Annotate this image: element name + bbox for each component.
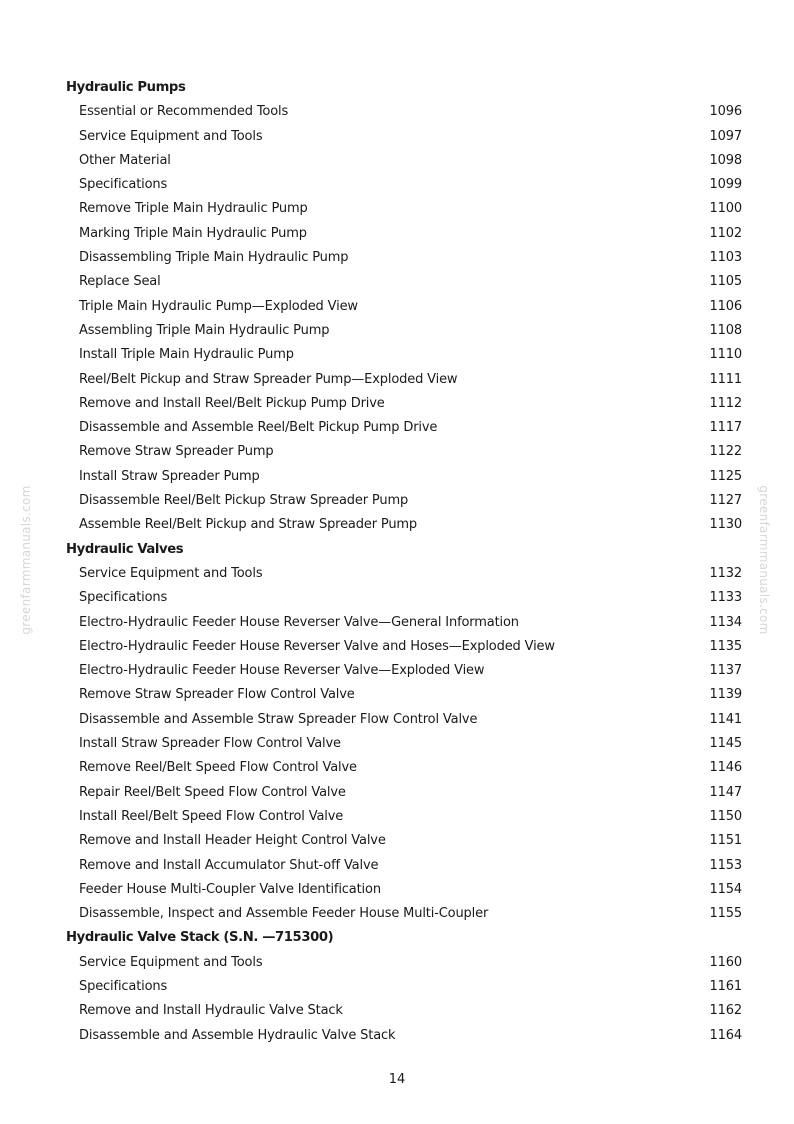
toc-entry-page: 1135 — [709, 638, 742, 654]
toc-entry[interactable] — [66, 440, 746, 464]
toc-entry-page: 1155 — [709, 906, 742, 922]
toc-entry-title: Service Equipment and Tools — [79, 128, 263, 144]
toc-entry-title: Install Triple Main Hydraulic Pump — [79, 347, 294, 363]
toc-entry-page: 1146 — [709, 760, 742, 776]
toc-entry-title: Remove and Install Reel/Belt Pickup Pump Drive — [79, 395, 385, 411]
toc-entry-page: 1108 — [709, 322, 742, 338]
toc-entry[interactable] — [66, 1024, 746, 1048]
toc-entry-page: 1111 — [709, 371, 742, 387]
toc-entry-title: Feeder House Multi-Coupler Valve Identification — [79, 881, 381, 897]
toc-entry-title: Disassemble and Assemble Hydraulic Valve Stack — [79, 1027, 396, 1043]
toc-entry[interactable] — [66, 197, 746, 221]
toc-entry-title: Electro-Hydraulic Feeder House Reverser Valve—General Information — [79, 614, 519, 630]
toc-entry-title: Remove Straw Spreader Pump — [79, 444, 274, 460]
toc-entry[interactable] — [66, 781, 746, 805]
toc-entry-page: 1150 — [709, 808, 742, 824]
toc-entry-title: Disassembling Triple Main Hydraulic Pump — [79, 250, 349, 266]
toc-entry[interactable] — [66, 295, 746, 319]
toc-entry[interactable] — [66, 708, 746, 732]
toc-entry[interactable] — [66, 392, 746, 416]
toc-entry-title: Remove and Install Accumulator Shut-off Valve — [79, 857, 379, 873]
toc-entry-title: Remove and Install Header Height Control Valve — [79, 833, 386, 849]
section-heading: Hydraulic Pumps — [66, 80, 186, 95]
toc-entry-page: 1141 — [709, 711, 742, 727]
toc-entry-page: 1153 — [709, 857, 742, 873]
toc-entry[interactable] — [66, 635, 746, 659]
toc-entry-page: 1133 — [709, 590, 742, 606]
page-number: 14 — [388, 1072, 406, 1087]
toc-entry[interactable] — [66, 611, 746, 635]
toc-entry-page: 1103 — [709, 250, 742, 266]
toc-entry-title: Specifications — [79, 978, 168, 994]
toc-section-hydraulic-valves — [66, 538, 746, 927]
watermark-right: greenfarmmanuals.com — [757, 485, 771, 635]
toc-entry-title: Install Straw Spreader Flow Control Valve — [79, 736, 341, 752]
table-of-contents — [66, 76, 746, 1048]
toc-entry-page: 1132 — [709, 565, 742, 581]
toc-entry[interactable] — [66, 975, 746, 999]
toc-entry[interactable] — [66, 586, 746, 610]
toc-entry-title: Disassemble and Assemble Reel/Belt Pickup Pump Drive — [79, 420, 438, 436]
toc-entry[interactable] — [66, 125, 746, 149]
toc-entry-page: 1097 — [709, 128, 742, 144]
toc-entry-page: 1125 — [709, 468, 742, 484]
toc-entry[interactable] — [66, 489, 746, 513]
toc-entry-title: Electro-Hydraulic Feeder House Reverser Valve—Exploded View — [79, 663, 485, 679]
toc-entry-title: Service Equipment and Tools — [79, 954, 263, 970]
toc-entry[interactable] — [66, 100, 746, 124]
toc-entry-title: Repair Reel/Belt Speed Flow Control Valve — [79, 784, 346, 800]
toc-entry-page: 1096 — [709, 104, 742, 120]
toc-entry-page: 1151 — [709, 833, 742, 849]
toc-entry-page: 1154 — [709, 881, 742, 897]
toc-entry-title: Specifications — [79, 177, 168, 193]
toc-entry[interactable] — [66, 319, 746, 343]
toc-entry-page: 1134 — [709, 614, 742, 630]
watermark-left: greenfarmmanuals.com — [19, 485, 33, 635]
toc-entry[interactable] — [66, 465, 746, 489]
toc-entry[interactable] — [66, 683, 746, 707]
toc-entry-title: Reel/Belt Pickup and Straw Spreader Pump—Exploded View — [79, 371, 458, 387]
section-heading: Hydraulic Valve Stack (S.N. —715300) — [66, 930, 334, 946]
toc-entry-page: 1161 — [709, 978, 742, 994]
toc-entry-page: 1145 — [709, 736, 742, 752]
toc-entry[interactable] — [66, 149, 746, 173]
toc-entry[interactable] — [66, 222, 746, 246]
toc-entry-page: 1122 — [709, 444, 742, 460]
toc-entry-title: Assemble Reel/Belt Pickup and Straw Spreader Pump — [79, 517, 418, 533]
toc-entry-title: Remove and Install Hydraulic Valve Stack — [79, 1003, 343, 1019]
toc-entry-page: 1160 — [709, 954, 742, 970]
toc-entry-title: Disassemble Reel/Belt Pickup Straw Spreader Pump — [79, 493, 409, 509]
toc-entry[interactable] — [66, 270, 746, 294]
toc-entry-page: 1102 — [709, 225, 742, 241]
toc-entry[interactable] — [66, 416, 746, 440]
toc-entry[interactable] — [66, 805, 746, 829]
toc-entry-title: Disassemble, Inspect and Assemble Feeder House Multi-Coupler — [79, 906, 489, 922]
toc-entry-page: 1110 — [709, 347, 742, 363]
toc-section-hydraulic-pumps — [66, 76, 746, 538]
toc-entry-page: 1147 — [709, 784, 742, 800]
toc-entry[interactable] — [66, 246, 746, 270]
toc-entry-page: 1130 — [709, 517, 742, 533]
toc-entry-title: Other Material — [79, 152, 171, 168]
toc-entry-title: Assembling Triple Main Hydraulic Pump — [79, 322, 330, 338]
toc-entry[interactable] — [66, 368, 746, 392]
toc-entry-title: Remove Straw Spreader Flow Control Valve — [79, 687, 355, 703]
toc-entry-page: 1164 — [709, 1027, 742, 1043]
toc-entry-title: Marking Triple Main Hydraulic Pump — [79, 225, 307, 241]
toc-entry[interactable] — [66, 878, 746, 902]
toc-entry[interactable] — [66, 999, 746, 1023]
section-heading: Hydraulic Valves — [66, 541, 184, 557]
toc-entry-title: Triple Main Hydraulic Pump—Exploded View — [79, 298, 358, 314]
toc-entry-title: Install Straw Spreader Pump — [79, 468, 260, 484]
toc-entry[interactable] — [66, 343, 746, 367]
toc-entry-page: 1098 — [709, 152, 742, 168]
toc-entry[interactable] — [66, 732, 746, 756]
toc-entry-page: 1105 — [709, 274, 742, 290]
toc-entry[interactable] — [66, 854, 746, 878]
toc-entry[interactable] — [66, 902, 746, 926]
toc-entry-page: 1139 — [709, 687, 742, 703]
toc-entry-title: Essential or Recommended Tools — [79, 104, 289, 120]
toc-entry-page: 1112 — [709, 395, 742, 411]
toc-entry-title: Remove Triple Main Hydraulic Pump — [79, 201, 308, 217]
toc-entry-page: 1137 — [709, 663, 742, 679]
toc-entry-page: 1106 — [709, 298, 742, 314]
toc-entry[interactable] — [66, 829, 746, 853]
toc-entry-title: Disassemble and Assemble Straw Spreader Flow Control Valve — [79, 711, 478, 727]
toc-entry-title: Specifications — [79, 590, 168, 606]
toc-entry[interactable] — [66, 513, 746, 537]
toc-entry-title: Service Equipment and Tools — [79, 565, 263, 581]
toc-entry-page: 1099 — [709, 177, 742, 193]
toc-entry[interactable] — [66, 756, 746, 780]
toc-entry-page: 1162 — [709, 1003, 742, 1019]
toc-entry-page: 1100 — [709, 201, 742, 217]
toc-entry[interactable] — [66, 659, 746, 683]
toc-entry[interactable] — [66, 562, 746, 586]
toc-entry-title: Replace Seal — [79, 274, 161, 290]
toc-entry-page: 1127 — [709, 493, 742, 509]
toc-entry-title: Electro-Hydraulic Feeder House Reverser Valve and Hoses—Exploded View — [79, 638, 555, 654]
toc-entry-page: 1117 — [709, 420, 742, 436]
toc-entry-title: Install Reel/Belt Speed Flow Control Valve — [79, 808, 344, 824]
toc-section-hydraulic-valve-stack — [66, 926, 746, 1047]
toc-entry[interactable] — [66, 173, 746, 197]
toc-entry[interactable] — [66, 951, 746, 975]
toc-entry-title: Remove Reel/Belt Speed Flow Control Valve — [79, 760, 357, 776]
